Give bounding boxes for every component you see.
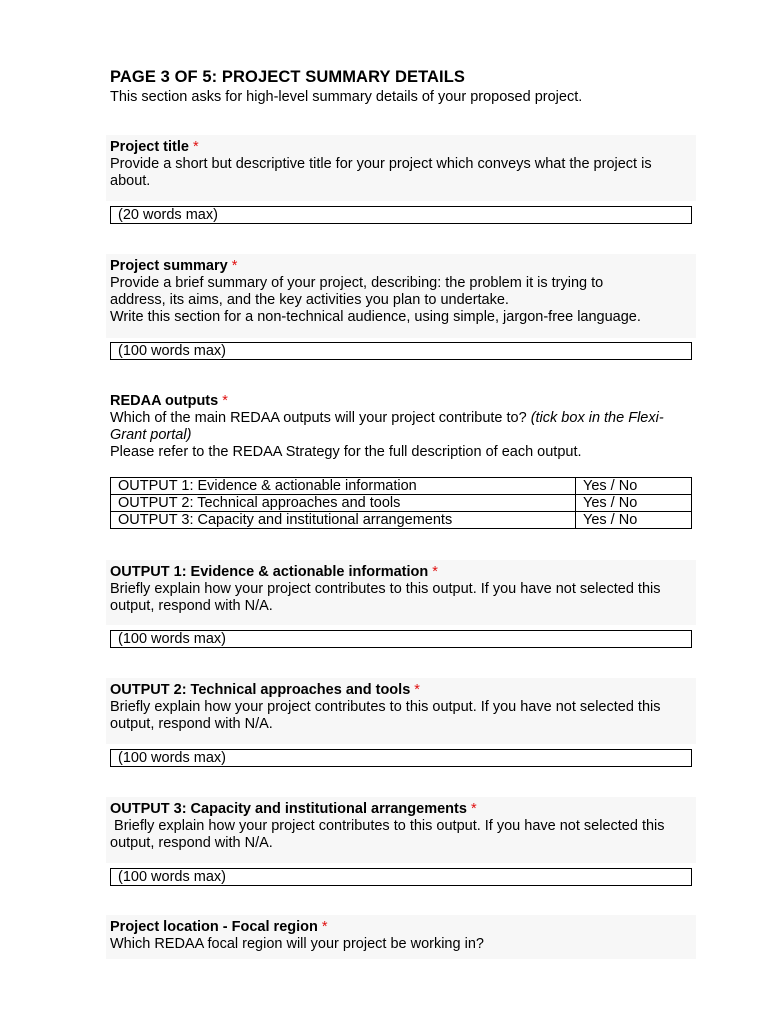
required-asterisk: * [414, 682, 420, 698]
output-row-label: OUTPUT 1: Evidence & actionable information [111, 478, 576, 495]
project-summary-input[interactable]: (100 words max) [110, 342, 692, 360]
output-3-section [106, 797, 696, 863]
output-3-description: Briefly explain how your project contributes to this output. If you have not selected this output, respond with N/A. [110, 818, 669, 851]
required-asterisk: * [321, 919, 328, 935]
project-title-description: Provide a short but descriptive title for your project which conveys what the project is about. [110, 156, 652, 189]
redaa-outputs-note: Please refer to the REDAA Strategy for the full description of each output. [110, 444, 582, 460]
redaa-outputs-label: REDAA outputs [110, 393, 219, 409]
output-3-yes-no[interactable]: Yes / No [576, 512, 692, 529]
project-location-label: Project location - Focal region [110, 919, 318, 935]
output-1-section [106, 560, 696, 625]
required-asterisk: * [193, 139, 199, 155]
required-asterisk: * [470, 801, 477, 817]
table-row [111, 512, 692, 529]
project-title-label: Project title [110, 139, 189, 155]
project-title-section [106, 135, 696, 201]
output-1-yes-no[interactable]: Yes / No [576, 478, 692, 495]
output-3-label: OUTPUT 3: Capacity and institutional arrangements [110, 801, 467, 817]
output-row-label: OUTPUT 3: Capacity and institutional arrangements [111, 512, 576, 529]
table-row [111, 478, 692, 495]
redaa-outputs-question: Which of the main REDAA outputs will your project contribute to? [110, 410, 527, 426]
output-2-label: OUTPUT 2: Technical approaches and tools [110, 682, 411, 698]
page-title: PAGE 3 OF 5: PROJECT SUMMARY DETAILS [110, 68, 466, 86]
output-2-description: Briefly explain how your project contributes to this output. If you have not selected this output, respond with N/A. [110, 699, 661, 732]
project-title-input[interactable]: (20 words max) [110, 206, 692, 224]
redaa-outputs-section [106, 389, 696, 473]
required-asterisk: * [231, 258, 238, 274]
table-row [111, 495, 692, 512]
required-asterisk: * [432, 564, 438, 580]
output-row-label: OUTPUT 2: Technical approaches and tools [111, 495, 576, 512]
redaa-outputs-portal-hint: (tick box in the Flexi-Grant portal) [110, 410, 664, 443]
output-1-label: OUTPUT 1: Evidence & actionable information [110, 564, 429, 580]
project-summary-description: Provide a brief summary of your project, describing: the problem it is trying to address, its aims, and the key activities you plan to undertake. [110, 275, 604, 308]
required-asterisk: * [222, 393, 228, 409]
project-summary-label: Project summary [110, 258, 228, 274]
project-location-section [106, 915, 696, 959]
output-2-section [106, 678, 696, 744]
page-intro: This section asks for high-level summary details of your proposed project. [110, 89, 583, 105]
output-1-input[interactable]: (100 words max) [110, 630, 692, 648]
outputs-table [110, 477, 692, 529]
project-location-description: Which REDAA focal region will your project be working in? [110, 936, 484, 952]
output-1-description: Briefly explain how your project contributes to this output. If you have not selected this output, respond with N/A. [110, 581, 661, 614]
project-summary-section [106, 254, 696, 338]
output-2-input[interactable]: (100 words max) [110, 749, 692, 767]
project-summary-guidance: Write this section for a non-technical audience, using simple, jargon-free language. [110, 309, 641, 325]
output-3-input[interactable]: (100 words max) [110, 868, 692, 886]
output-2-yes-no[interactable]: Yes / No [576, 495, 692, 512]
